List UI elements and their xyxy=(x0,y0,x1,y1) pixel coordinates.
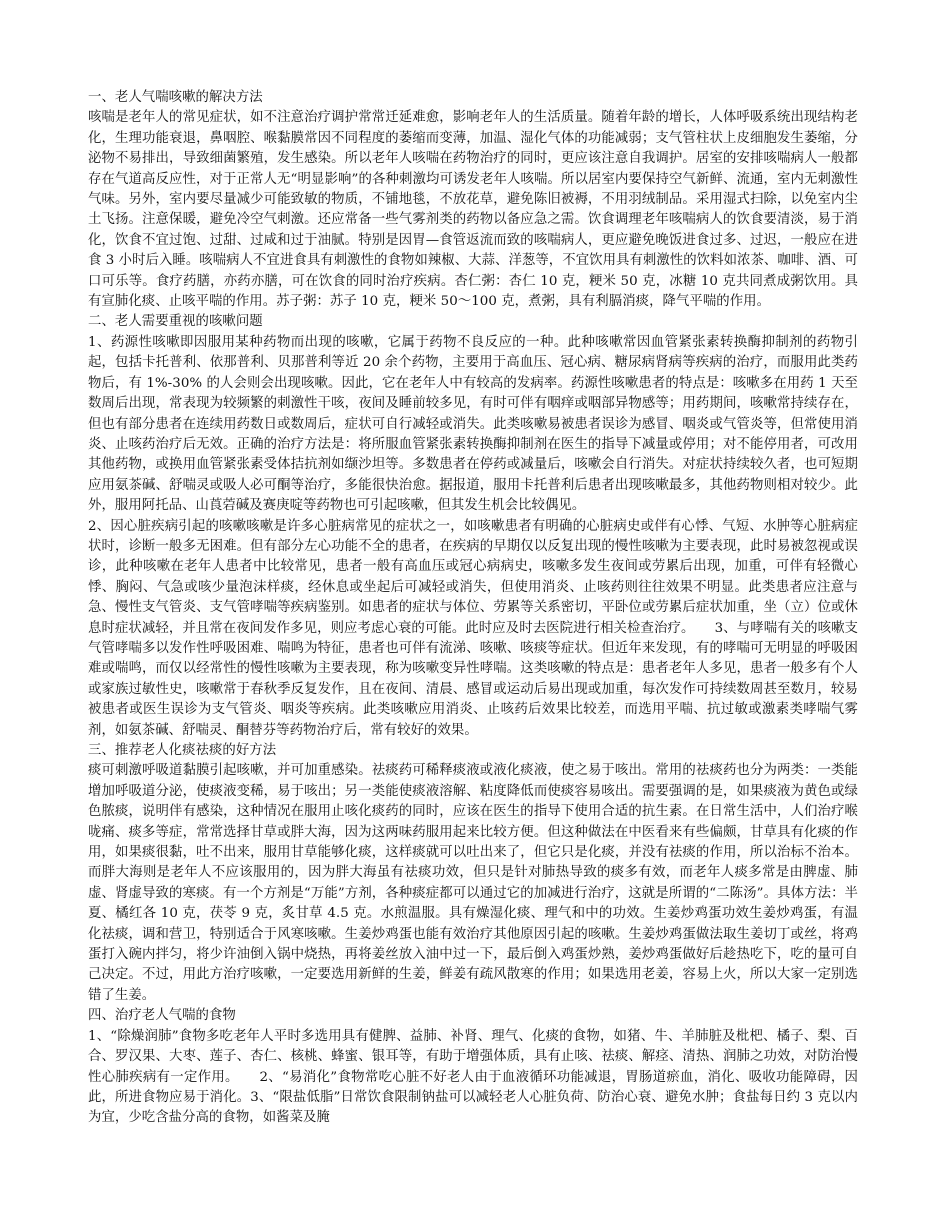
section-heading-old-age-cough-solutions: 一、老人气喘咳嗽的解决方法 xyxy=(88,90,263,105)
paragraph-cardiac-and-asthma-cough: 2、因心脏疾病引起的咳嗽咳嗽是许多心脏病常见的症状之一，如咳嗽患者有明确的心脏病史或伴有心悸、气短、水肿等心脏病症状时，诊断一般多无困难。但有部分左心功能不全的患者，在疾病的早期仅以反复出现的慢性咳嗽为主要表现，此时易被忽视或误诊，此种咳嗽在老年人患者中比较常见，患者一般有高血压或冠心病病史，咳嗽多发生夜间或劳累后出现，加重，可伴有轻微心悸、胸闷、气急或咳少量泡沫样痰，经休息或坐起后可减轻或消失，但使用消炎、止咳药则往往效果不明显。此类患者应注意与急、慢性支气管炎、支气管哮喘等疾病鉴别。如患者的症状与体位、劳累等关系密切，平卧位或劳累后症状加重，坐（立）位或休息时症状减轻，并且常在夜间发作多见，则应考虑心衰的可能。此时应及时去医院进行相关检查治疗。 3、与哮喘有关的咳嗽支气管哮喘多以发作性呼吸困难、喘鸣为特征，患者也可伴有流涕、咳嗽、咳痰等症状。但近年来发现，有的哮喘可无明显的呼吸困难或喘鸣，而仅以经常性的慢性咳嗽为主要表现，称为咳嗽变异性哮喘。这类咳嗽的特点是：患者老年人多见，患者一般多有个人或家族过敏性史，咳嗽常于春秋季反复发作，且在夜间、清晨、感冒或运动后易出现或加重，每次发作可持续数周甚至数月，较易被患者或医生误诊为支气管炎、咽炎等疾病。此类咳嗽应用消炎、止咳药后效果比较差，而选用平喘、抗过敏或激素类哮喘气雾剂，如氨茶碱、舒喘灵、酮替芬等药物治疗后，常有较好的效果。 xyxy=(88,518,858,738)
paragraph-drug-induced-cough: 1、药源性咳嗽即因服用某种药物而出现的咳嗽，它属于药物不良反应的一种。此种咳嗽常因血管紧张素转换酶抑制剂的药物引起，包括卡托普利、依那普利、贝那普利等近 20 余个药物，主要用于高血压、冠心病、糖尿病肾病等疾病的治疗，而服用此类药物后，有 1%-30% 的人会则会出现咳嗽。因此，它在老年人中有较高的发病率。药源性咳嗽患者的特点是：咳嗽多在用药 1 天至数周后出现，常表现为较频繁的刺激性干咳，夜间及睡前较多见，有时可伴有咽痒或咽部异物感等；用药期间，咳嗽常持续存在，但也有部分患者在连续用药数日或数周后，症状可自行减轻或消失。此类咳嗽易被患者误诊为感冒、咽炎或气管炎等，但常使用消炎、止咳药治疗后无效。正确的治疗方法是：将所服血管紧张素转换酶抑制剂在医生的指导下减量或停用；对不能停用者，可改用其他药物，或换用血管紧张素受体拮抗剂如缬沙坦等。多数患者在停药或减量后，咳嗽会自行消失。对症状持续较久者，也可短期应用氨茶碱、舒喘灵或吸人必可酮等治疗，多能很快治愈。据报道，服用卡托普利后患者出现咳嗽最多，其他药物则相对较少。此外，服用阿托品、山莨菪碱及赛庚啶等药物也可引起咳嗽，但其发生机会比较偶见。 xyxy=(88,334,858,514)
section-heading-phlegm-methods: 三、推荐老人化痰祛痰的好方法 xyxy=(88,743,277,758)
paragraph-phlegm-remedies: 痰可刺激呼吸道黏膜引起咳嗽，并可加重感染。祛痰药可稀释痰液或液化痰液，使之易于咳出。常用的祛痰药也分为两类：一类能增加呼吸道分泌，使痰液变稀，易于咳出；另一类能使痰液溶解、粘度降低而使痰容易咳出。需要强调的是，如果痰液为黄色或绿色脓痰，说明伴有感染，这种情况在服用止咳化痰药的同时，应该在医生的指导下使用合适的抗生素。在日常生活中，人们治疗喉咙痛、痰多等症，常常选择甘草或胖大海，因为这两味药服用起来比较方便。但这种做法在中医看来有些偏颇，甘草具有化痰的作用，如果痰很黏，吐不出来，服用甘草能够化痰，这样痰就可以吐出来了，但它只是化痰，并没有祛痰的作用，所以治标不治本。而胖大海则是老年人不应该服用的，因为胖大海虽有祛痰功效，但只是针对肺热导致的痰多有效，而老年人痰多常是由脾虚、肺虚、肾虚导致的寒痰。有一个方剂是“万能”方剂，各种痰症都可以通过它的加减进行治疗，这就是所谓的“二陈汤”。具体方法：半夏、橘红各 10 克，茯苓 9 克，炙甘草 4.5 克。水煎温服。具有燥湿化痰、理气和中的功效。生姜炒鸡蛋功效生姜炒鸡蛋，有温化祛痰，调和营卫，特别适合于风寒咳嗽。生姜炒鸡蛋也能有效治疗其他原因引起的咳嗽。生姜炒鸡蛋做法取生姜切丁或丝，将鸡蛋打入碗内拌匀，将少许油倒入锅中烧热，再将姜丝放入油中过一下，最后倒入鸡蛋炒熟，姜炒鸡蛋做好后趁热吃下，吃的量可自己决定。不过，用此方治疗咳嗽，一定要选用新鲜的生姜，鲜姜有疏风散寒的作用；如果选用老姜，容易上火，所以大家一定别选错了生姜。 xyxy=(88,763,858,1003)
paragraph-cough-care: 咳喘是老年人的常见症状，如不注意治疗调护常常迁延难愈，影响老年人的生活质量。随着年龄的增长，人体呼吸系统出现结构老化，生理功能衰退，鼻咽腔、喉黏膜常因不同程度的萎缩而变薄，加温、湿化气体的功能减弱；支气管柱状上皮细胞发生萎缩，分泌物不易排出，导致细菌繁殖，发生感染。所以老年人咳喘在药物治疗的同时，更应该注意自我调护。居室的安排咳喘病人一般都存在气道高反应性，对于正常人无“明显影响”的各种刺激均可诱发老年人咳喘。所以居室内要保持空气新鲜、流通，室内无刺激性气味。另外，室内要尽量减少可能致敏的物质，不铺地毯，不放花草，避免陈旧被褥，不用羽绒制品。采用湿式扫除，以免室内尘土飞扬。注意保暖，避免冷空气刺激。还应常备一些气雾剂类的药物以备应急之需。饮食调理老年咳喘病人的饮食要清淡，易于消化，饮食不宜过饱、过甜、过咸和过于油腻。特别是因胃—食管返流而致的咳喘病人，更应避免晚饭进食过多、过迟，一般应在进食 3 小时后入睡。咳喘病人不宜进食具有刺激性的食物如辣椒、大蒜、洋葱等，不宜饮用具有刺激性的饮料如浓茶、咖啡、酒、可口可乐等。食疗药膳，亦药亦膳，可在饮食的同时治疗疾病。杏仁粥：杏仁 10 克，粳米 50 克，冰糖 10 克共同煮成粥饮用。具有宣肺化痰、止咳平喘的作用。苏子粥：苏子 10 克，粳米 50～100 克，煮粥，具有利膈消痰，降气平喘的作用。 xyxy=(88,110,858,310)
section-heading-asthma-foods: 四、治疗老人气喘的食物 xyxy=(88,1008,236,1024)
document-body xyxy=(88,88,858,1129)
section-heading-cough-issues: 二、老人需要重视的咳嗽问题 xyxy=(88,314,263,330)
paragraph-diet-advice: 1、“除燥润肺”食物多吃老年人平时多选用具有健脾、益肺、补肾、理气、化痰的食物，如猪、牛、羊肺脏及枇杷、橘子、梨、百合、罗汉果、大枣、莲子、杏仁、核桃、蜂蜜、银耳等，有助于增强体质，具有止咳、祛痰、解痉、清热、润肺之功效，对防治慢性心肺疾病有一定作用。 2、“易消化”食物常吃心脏不好老人由于血液循环功能减退，胃肠道瘀血，消化、吸收功能障碍，因此，所进食物应易于消化。3、“限盐低脂”日常饮食限制钠盐可以减轻老人心脏负荷、防治心衰、避免水肿；食盐每日约 3 克以内为宜，少吃含盐分高的食物，如酱菜及腌 xyxy=(88,1028,858,1126)
